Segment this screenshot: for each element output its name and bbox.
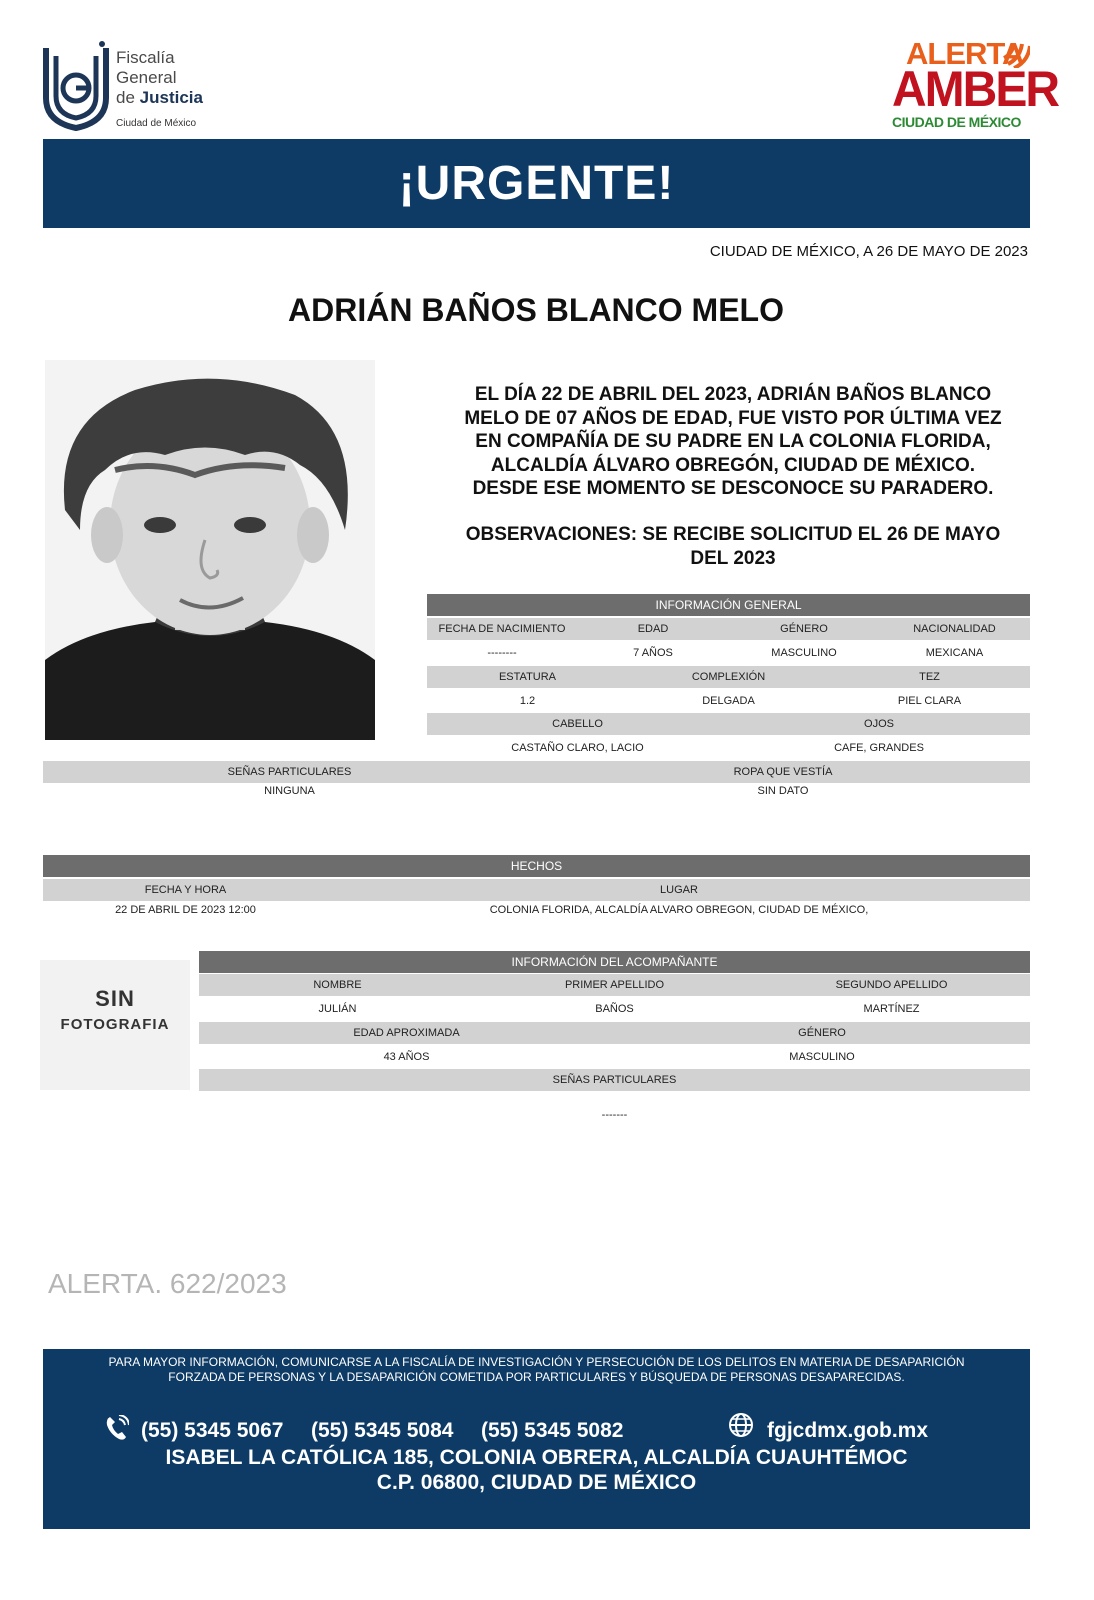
- hair-eyes-value-row: [427, 737, 1030, 759]
- datetime-label: FECHA Y HORA: [144, 884, 227, 896]
- build-value: DELGADA: [702, 695, 755, 707]
- general-info-header-row: [427, 618, 1030, 640]
- companion-age-label: EDAD APROXIMADA: [353, 1027, 460, 1039]
- physical-header-row: [427, 666, 1030, 688]
- description-line: ALCALDÍA ÁLVARO OBREGÓN, CIUDAD DE MÉXICO.: [490, 454, 976, 476]
- org-line3: [116, 88, 203, 108]
- general-info-title: INFORMACIÓN GENERAL: [427, 594, 1030, 616]
- companion-name-label: NOMBRE: [313, 979, 362, 991]
- physical-value-row: [427, 690, 1030, 712]
- hair-eyes-header-row: [427, 713, 1030, 735]
- amber-line3: CIUDAD DE MÉXICO: [892, 114, 1021, 130]
- contact-footer: [43, 1349, 1030, 1529]
- companion-marks-value: -------: [601, 1109, 628, 1121]
- fgj-emblem-icon: [42, 40, 114, 132]
- facts-value-row: [43, 899, 1030, 921]
- fgj-wordmark: [116, 48, 203, 134]
- org-line4: Ciudad de México: [116, 118, 197, 129]
- no-photo-line1: SIN: [95, 986, 135, 1011]
- companion-age-value-row: [199, 1046, 1030, 1068]
- companion-age-value: 43 AÑOS: [383, 1051, 430, 1063]
- general-info-value-row: [427, 642, 1030, 664]
- gender-value: MASCULINO: [771, 647, 837, 659]
- companion-first-surname-label: PRIMER APELLIDO: [564, 979, 665, 991]
- amber-alert-logo: [892, 36, 1058, 136]
- companion-gender-label: GÉNERO: [798, 1027, 846, 1039]
- marks-value: NINGUNA: [264, 785, 315, 797]
- marks-label: SEÑAS PARTICULARES: [227, 766, 352, 778]
- companion-name-value: JULIÁN: [318, 1003, 357, 1015]
- phone-number-3[interactable]: (55) 5345 5082: [481, 1419, 624, 1442]
- companion-marks-label: SEÑAS PARTICULARES: [199, 1069, 1030, 1091]
- alert-number: ALERTA. 622/2023: [48, 1268, 287, 1299]
- phone-number-1[interactable]: (55) 5345 5067: [141, 1419, 284, 1442]
- child-portrait-illustration: [45, 360, 375, 740]
- footer-info-line1: PARA MAYOR INFORMACIÓN, COMUNICARSE A LA FISCALÍA DE INVESTIGACIÓN Y PERSECUCIÓN DE LOS DELITOS EN MATERIA DE DESAPARICIÓN: [108, 1355, 965, 1369]
- amber-line1: ALERTA: [906, 36, 1024, 71]
- companion-age-header-row: [199, 1022, 1030, 1044]
- nationality-label: NACIONALIDAD: [913, 623, 996, 635]
- companion-name-header-row: [199, 974, 1030, 996]
- org-line2: General: [116, 68, 177, 87]
- person-name: ADRIÁN BAÑOS BLANCO MELO: [288, 292, 784, 328]
- skin-label: TEZ: [919, 671, 940, 683]
- companion-name-value-row: [199, 998, 1030, 1020]
- address-line1: ISABEL LA CATÓLICA 185, COLONIA OBRERA, ALCALDÍA CUAUHTÉMOC: [165, 1446, 908, 1469]
- description-line: EL DÍA 22 DE ABRIL DEL 2023, ADRIÁN BAÑOS BLANCO: [474, 384, 992, 405]
- footer-info: [43, 1355, 1030, 1385]
- hair-value: CASTAÑO CLARO, LACIO: [511, 742, 644, 754]
- observations: [430, 523, 1036, 570]
- report-date: CIUDAD DE MÉXICO, A 26 DE MAYO DE 2023: [709, 243, 1028, 260]
- eyes-value: CAFE, GRANDES: [834, 742, 924, 754]
- address-line2: C.P. 06800, CIUDAD DE MÉXICO: [376, 1471, 697, 1494]
- clothes-value: SIN DATO: [757, 785, 809, 797]
- place-label: LUGAR: [660, 884, 698, 896]
- companion-second-surname-value: MARTÍNEZ: [863, 1003, 920, 1015]
- facts-title: HECHOS: [43, 855, 1030, 877]
- place-value: COLONIA FLORIDA, ALCALDÍA ALVARO OBREGON, CIUDAD DE MÉXICO,: [489, 904, 869, 916]
- globe-icon: [727, 1411, 755, 1439]
- birth-label: FECHA DE NACIMIENTO: [438, 623, 566, 635]
- companion-gender-value: MASCULINO: [789, 1051, 855, 1063]
- height-value: 1.2: [519, 695, 536, 707]
- companion-second-surname-label: SEGUNDO APELLIDO: [835, 979, 948, 991]
- phone-number-2[interactable]: (55) 5345 5084: [311, 1419, 454, 1442]
- observations-line: DEL 2023: [690, 547, 776, 569]
- age-label: EDAD: [637, 623, 669, 635]
- facts-header-row: [43, 879, 1030, 901]
- gender-label: GÉNERO: [780, 623, 828, 635]
- website-link[interactable]: fgjcdmx.gob.mx: [767, 1419, 929, 1442]
- age-value: 7 AÑOS: [633, 647, 673, 659]
- no-photo-line2: FOTOGRAFIA: [60, 1016, 170, 1033]
- footer-info-line2: FORZADA DE PERSONAS Y LA DESAPARICIÓN COMETIDA POR PARTICULARES Y BÚSQUEDA DE PERSONAS DESAPARECIDAS.: [168, 1370, 905, 1384]
- marks-clothes-value-row: [43, 780, 1030, 802]
- footer-address: [43, 1445, 1030, 1495]
- org-line3-prefix: de: [116, 88, 135, 107]
- observations-line: OBSERVACIONES: SE RECIBE SOLICITUD EL 26 DE MAYO: [465, 524, 1001, 545]
- no-photo-placeholder: [40, 960, 190, 1090]
- eyes-label: OJOS: [864, 718, 894, 730]
- datetime-value: 22 DE ABRIL DE 2023 12:00: [115, 904, 256, 916]
- description-line: MELO DE 07 AÑOS DE EDAD, FUE VISTO POR ÚLTIMA VEZ: [464, 407, 1002, 429]
- height-label: ESTATURA: [498, 671, 557, 683]
- amber-line2: AMBER: [892, 61, 1058, 118]
- org-line3-bold: Justicia: [139, 88, 203, 107]
- case-description: [430, 383, 1036, 501]
- birth-value: --------: [487, 647, 517, 659]
- nationality-value: MEXICANA: [925, 647, 984, 659]
- companion-first-surname-value: BAÑOS: [595, 1003, 634, 1015]
- clothes-label: ROPA QUE VESTÍA: [733, 766, 833, 778]
- skin-value: PIEL CLARA: [897, 695, 962, 707]
- phone-icon: [105, 1415, 129, 1441]
- description-line: EN COMPAÑÍA DE SU PADRE EN LA COLONIA FLORIDA,: [475, 431, 991, 452]
- hair-label: CABELLO: [552, 718, 603, 730]
- urgent-banner: ¡URGENTE!: [43, 139, 1030, 228]
- missing-person-photo: [45, 360, 375, 740]
- companion-title: INFORMACIÓN DEL ACOMPAÑANTE: [199, 951, 1030, 973]
- description-line: DESDE ESE MOMENTO SE DESCONOCE SU PARADERO.: [472, 478, 994, 499]
- org-line1: Fiscalía: [116, 48, 175, 67]
- build-label: COMPLEXIÓN: [691, 671, 766, 683]
